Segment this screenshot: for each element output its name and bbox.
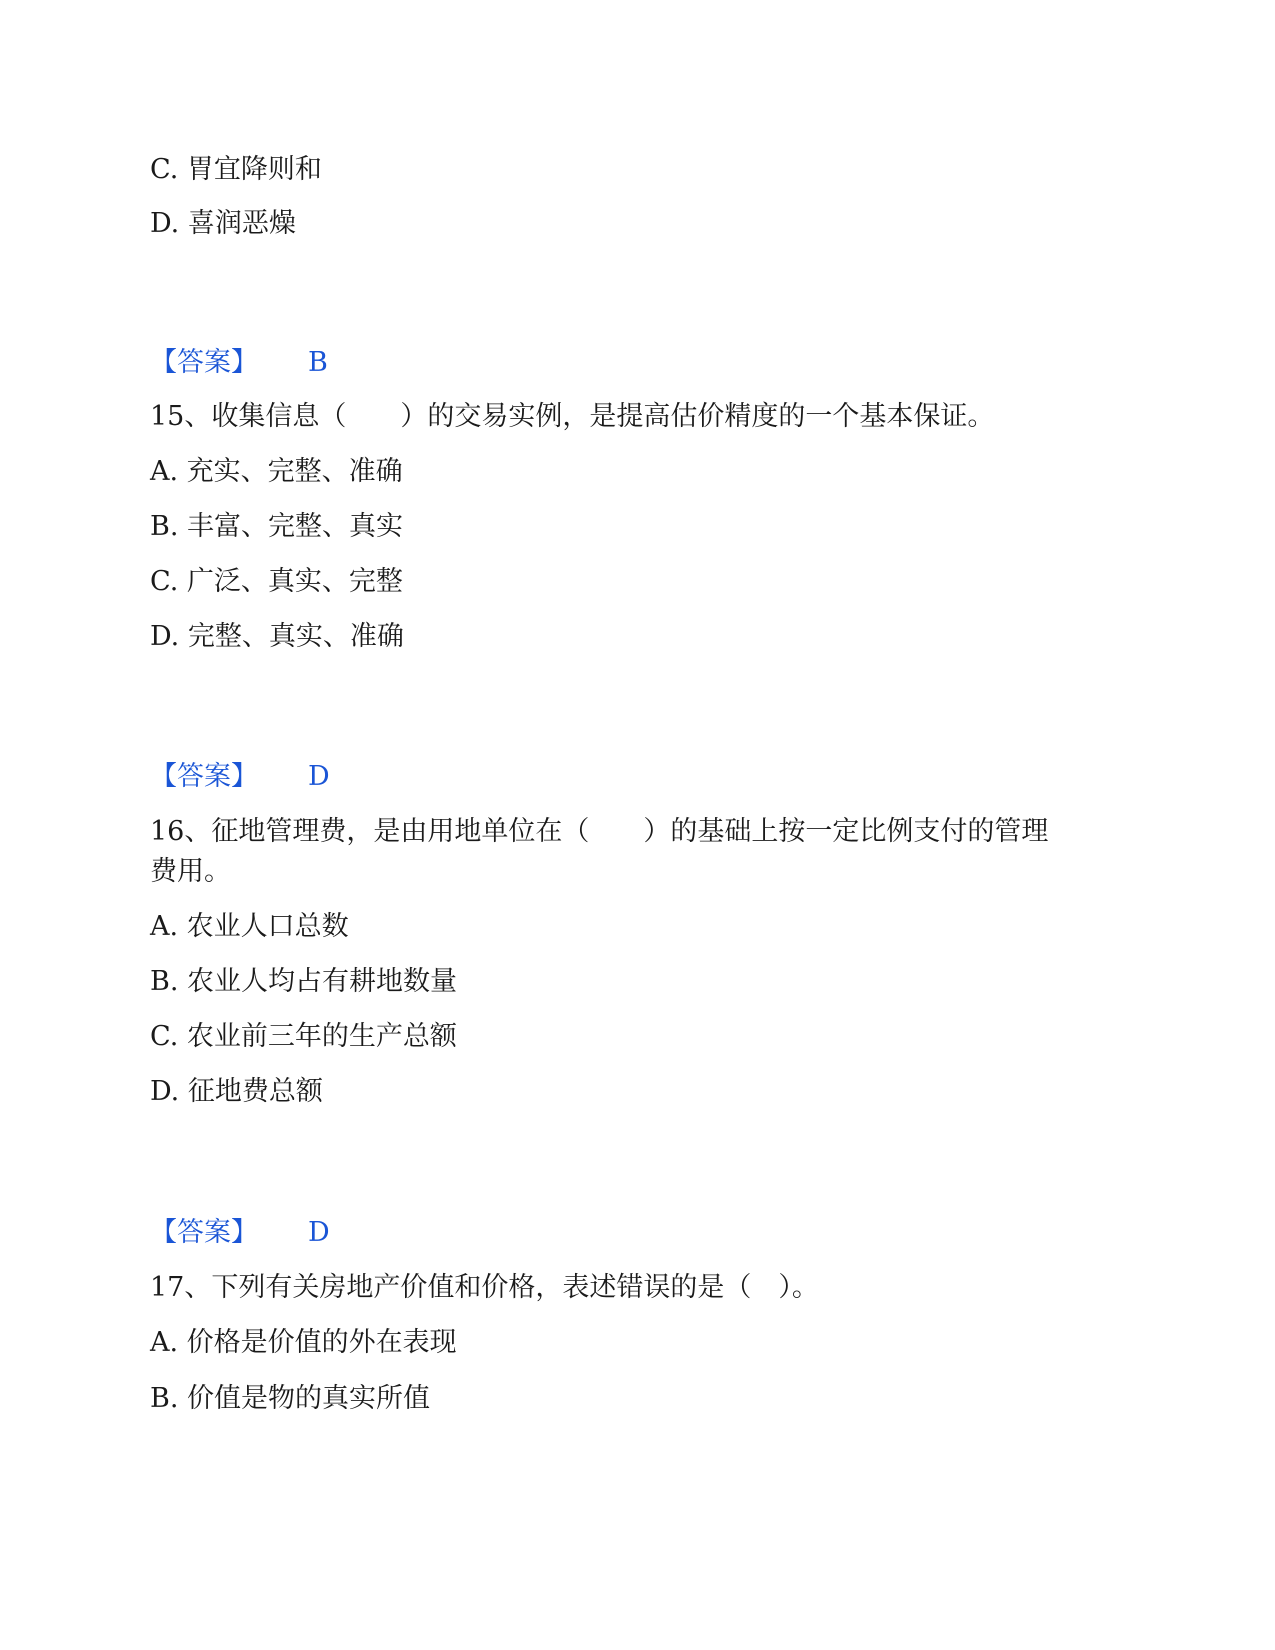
answer-value: B — [308, 347, 328, 378]
q15-answer — [150, 757, 330, 797]
q15-option-b: B. 丰富、完整、真实 — [150, 511, 404, 542]
answer-label: 【答案】 — [150, 761, 258, 792]
q16-option-a: A. 农业人口总数 — [150, 911, 349, 942]
q16-option-b: B. 农业人均占有耕地数量 — [150, 966, 458, 997]
answer-value: D — [308, 761, 330, 792]
q16-stem-line2: 费用。 — [150, 856, 231, 887]
q15-stem: 15、收集信息（ ）的交易实例，是提高估价精度的一个基本保证。 — [150, 401, 995, 432]
q14-option-d: D. 喜润恶燥 — [150, 208, 296, 239]
q14-option-c: C. 胃宜降则和 — [150, 154, 322, 185]
q17-option-a: A. 价格是价值的外在表现 — [150, 1327, 457, 1358]
q17-option-b: B. 价值是物的真实所值 — [150, 1383, 431, 1414]
answer-label: 【答案】 — [150, 347, 258, 378]
q15-option-d: D. 完整、真实、准确 — [150, 621, 404, 652]
answer-label: 【答案】 — [150, 1217, 258, 1248]
q15-option-a: A. 充实、完整、准确 — [150, 456, 403, 487]
answer-value: D — [308, 1217, 330, 1248]
q14-answer — [150, 343, 328, 383]
q15-option-c: C. 广泛、真实、完整 — [150, 566, 403, 597]
q16-option-c: C. 农业前三年的生产总额 — [150, 1021, 457, 1052]
q16-answer — [150, 1213, 330, 1253]
q17-stem: 17、下列有关房地产价值和价格，表述错误的是（ ）。 — [150, 1272, 819, 1303]
q16-option-d: D. 征地费总额 — [150, 1076, 323, 1107]
q16-stem-line1: 16、征地管理费，是由用地单位在（ ）的基础上按一定比例支付的管理 — [150, 816, 1049, 847]
